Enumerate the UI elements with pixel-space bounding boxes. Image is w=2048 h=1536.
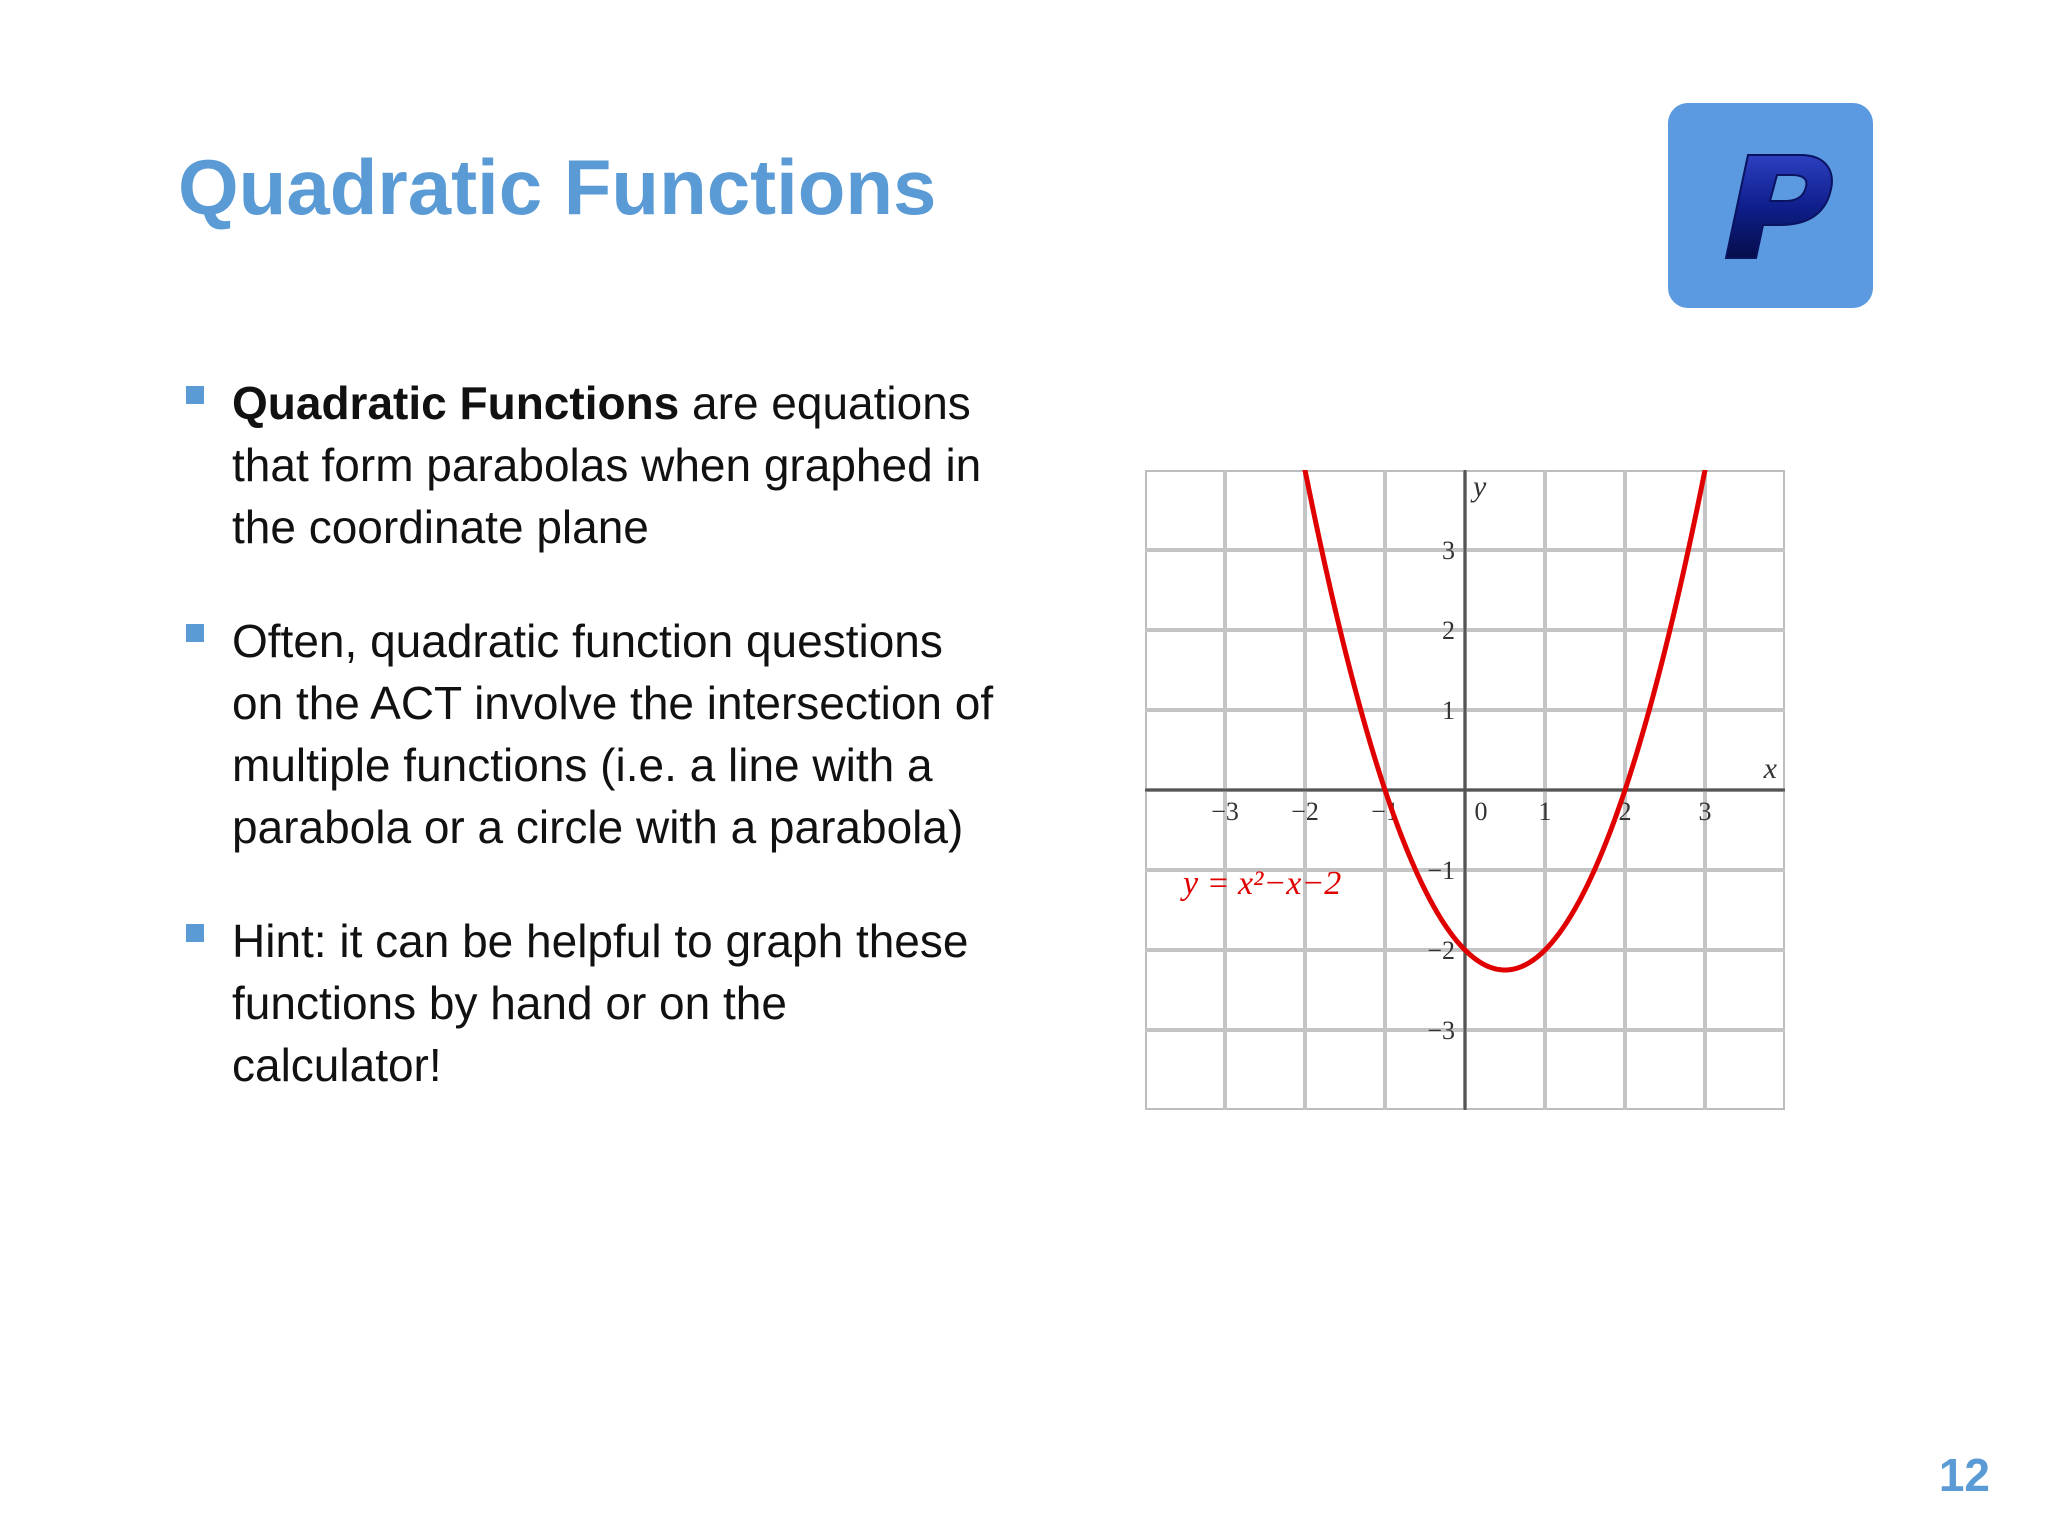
page-number: 12 [1938, 1449, 1990, 1501]
bullet-text: Hint: it can be helpful to graph these functions by hand or on the calculator! [232, 915, 969, 1091]
x-tick-label: 0 [1474, 797, 1488, 826]
bullet-square-icon [186, 624, 204, 642]
bullet-text: are equations that form parabolas when graphed in the coordinate plane [232, 377, 982, 553]
slide-title: Quadratic Functions [178, 143, 937, 231]
bullet-item [182, 372, 1002, 558]
y-tick-label: 3 [1442, 536, 1455, 565]
bullet-list [182, 372, 1002, 1148]
x-tick-label: −3 [1211, 797, 1239, 826]
y-tick-label: −3 [1427, 1016, 1455, 1045]
x-tick-label: 3 [1698, 797, 1712, 826]
y-tick-label: 1 [1442, 696, 1455, 725]
y-tick-label: −1 [1427, 856, 1455, 885]
bullet-item [182, 610, 1002, 858]
p-logo-icon [1668, 103, 1873, 308]
logo [1668, 103, 1873, 308]
bullet-bold-term: Quadratic Functions [232, 377, 680, 429]
bullet-text: Often, quadratic function questions on the ACT involve the intersection of multiple functions (i.e. a line with a parabola or a circle with a parabola) [232, 615, 994, 853]
x-axis-label: x [1763, 752, 1777, 785]
bullet-square-icon [186, 386, 204, 404]
y-tick-label: −2 [1427, 936, 1455, 965]
graph-svg [1145, 470, 1785, 1110]
parabola-graph [1145, 470, 1785, 1110]
series-label: y = x²−x−2 [1183, 865, 1342, 902]
bullet-square-icon [186, 924, 204, 942]
x-tick-label: −1 [1371, 797, 1399, 826]
bullet-item [182, 910, 1002, 1096]
y-tick-label: 2 [1442, 616, 1455, 645]
x-tick-label: 1 [1538, 797, 1552, 826]
x-tick-label: 2 [1618, 797, 1632, 826]
x-tick-label: −2 [1291, 797, 1319, 826]
y-axis-label: y [1473, 470, 1487, 503]
